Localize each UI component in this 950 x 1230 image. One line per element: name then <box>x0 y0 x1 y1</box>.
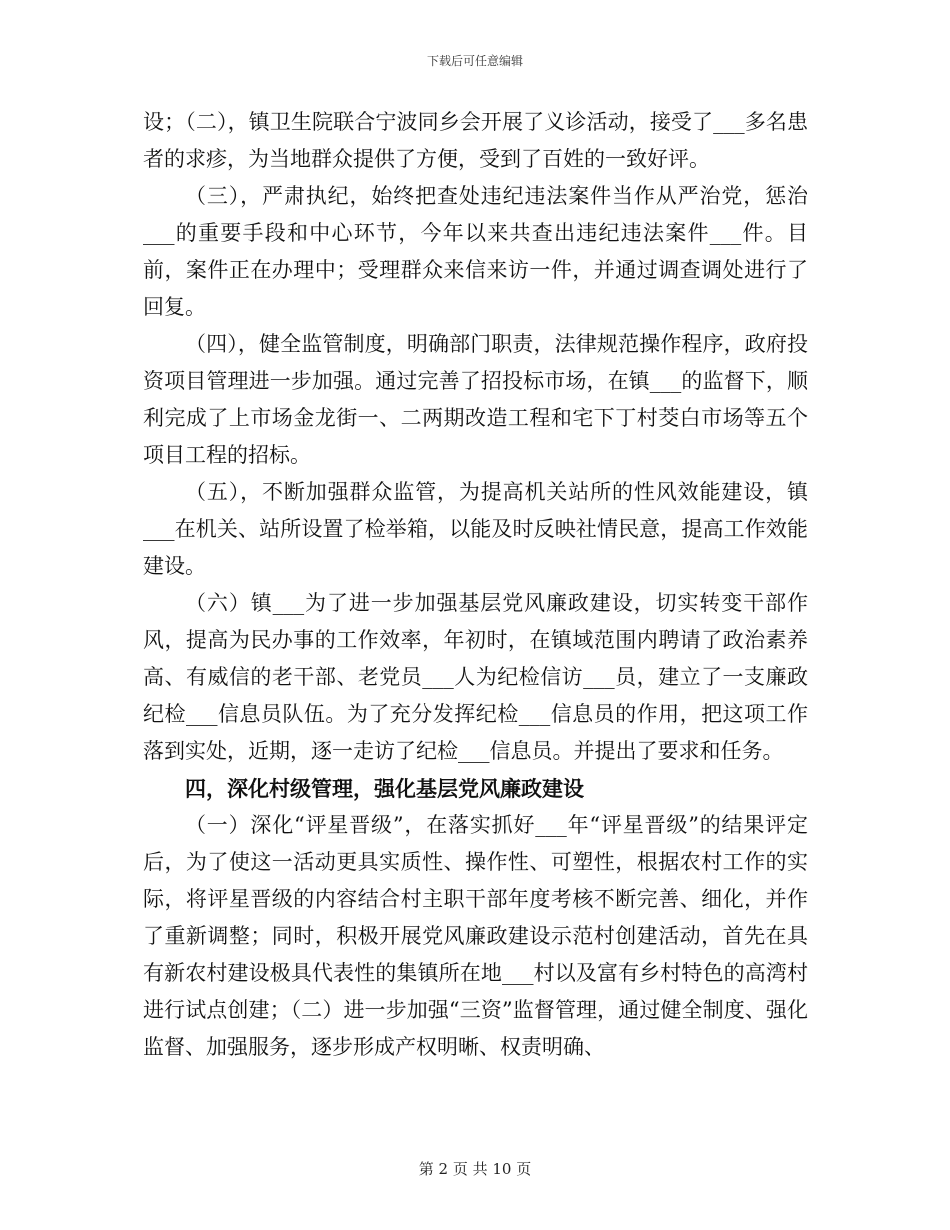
page-footer: 第 2 页 共 10 页 <box>418 1160 532 1178</box>
paragraph-item-6: （六）镇___为了进一步加强基层党风廉政建设，切实转变干部作风，提高为民办事的工作效率，年初时，在镇域范围内聘请了政治素养高、有威信的老干部、老党员___人为纪检信访___员，建立了一支廉政纪检___信息员队伍。为了充分发挥纪检___信息员的作用，把这项工作落到实处，近期，逐一走访了纪检___信息员。并提出了要求和任务。 <box>143 591 808 763</box>
paragraph-item-5: （五），不断加强群众监管，为提高机关站所的性风效能建设，镇___在机关、站所设置了检举箱，以能及时反映社情民意，提高工作效能建设。 <box>143 480 808 578</box>
section-heading: 四，深化村级管理，强化基层党风廉政建设 <box>185 776 584 801</box>
page-header: 下载后可任意编辑 <box>426 54 523 68</box>
paragraph-item-3: （三），严肃执纪，始终把查处违纪违法案件当作从严治党，惩治___的重要手段和中心环节，今年以来共查出违纪违法案件___件。目前，案件正在办理中；受理群众来信来访一件，并通过调查调处进行了回复。 <box>143 184 808 319</box>
document-body <box>143 104 808 1066</box>
paragraph-item-4: （四），健全监管制度，明确部门职责，法律规范操作程序，政府投资项目管理进一步加强。通过完善了招投标市场，在镇___的监督下，顺利完成了上市场金龙街一、二两期改造工程和宅下丁村茭白市场等五个项目工程的招标。 <box>143 332 808 467</box>
paragraph-section-4-item-1: （一）深化“评星晋级”，在落实抓好___年“评星晋级”的结果评定后，为了使这一活动更具实质性、操作性、可塑性，根据农村工作的实际，将评星晋级的内容结合村主职干部年度考核不断完善、细化，并作了重新调整；同时，积极开展党风廉政建设示范村创建活动，首先在具有新农村建设极具代表性的集镇所在地___村以及富有乡村特色的高湾村进行试点创建；（二）进一步加强“三资”监督管理，通过健全制度、强化监督、加强服务，逐步形成产权明晰、权责明确、 <box>143 813 808 1059</box>
paragraph-continued: 设；（二），镇卫生院联合宁波同乡会开展了义诊活动，接受了___多名患者的求疹，为当地群众提供了方便，受到了百姓的一致好评。 <box>143 110 808 171</box>
